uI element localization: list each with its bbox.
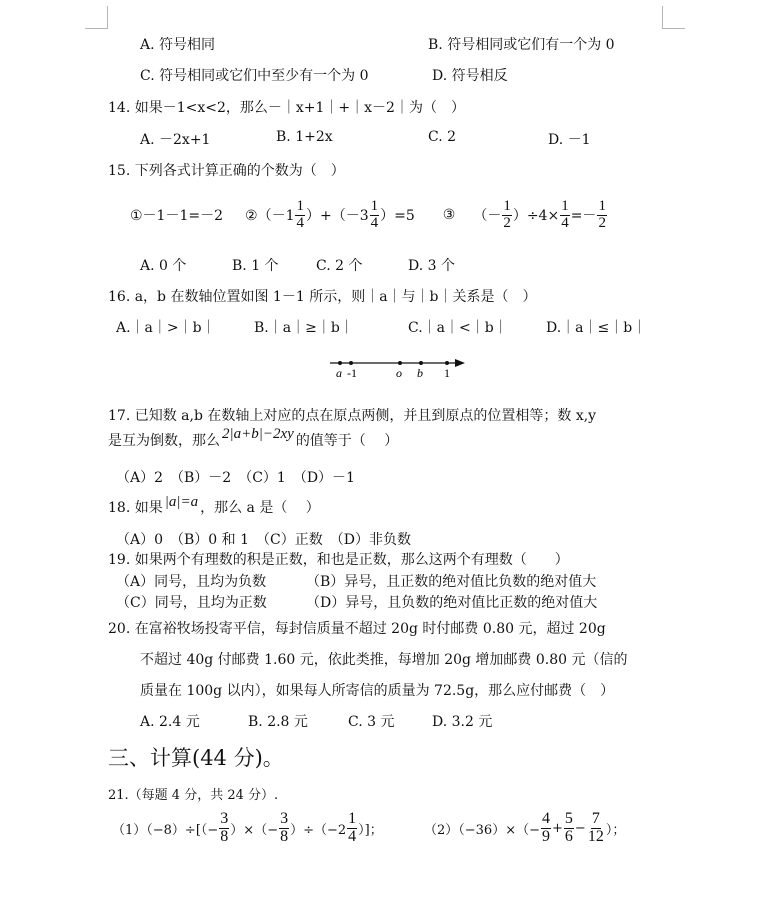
q15-option-b: B. 1 个 (232, 258, 279, 274)
q21-p2-frac-b: $\frac{5}{6}$ (564, 809, 573, 845)
q15-expr-3-pre: （－ (473, 208, 502, 224)
q21-p2-frac-a: $\frac{4}{9}$ (542, 809, 550, 845)
q18-expression: |a|=a (164, 493, 199, 510)
q16-option-a: A.｜a｜>｜b｜ (116, 320, 216, 336)
q14-option-b: B. 1+2x (276, 129, 333, 145)
q15-expr-3-frac-a: $\frac{1}{2}$ (503, 197, 511, 231)
q13-option-b: B. 符号相同或它们有一个为 0 (428, 37, 615, 53)
q15-option-d: D. 3 个 (408, 258, 455, 274)
q21-intro: 21.（每题 4 分，共 24 分）. (108, 788, 279, 803)
q15-expressions (130, 193, 608, 237)
q15-expr-2-frac-b: $\frac{1}{4}$ (370, 197, 379, 231)
q17-options: （A）2 （B）－2 （C）1 （D）－1 (116, 470, 355, 486)
q19-stem: 19. 如果两个有理数的积是正数，和也是正数，那么这两个有理数（ ） (108, 552, 569, 568)
q19-option-b: （B）异号，且正数的绝对值比负数的绝对值大 (306, 574, 597, 590)
q16-option-b: B.｜a｜≥｜b｜ (254, 320, 354, 336)
q15-expr-2-pre: ②（－1 (245, 208, 295, 224)
q15-expr-3-frac-c: $\frac{1}{2}$ (598, 197, 606, 231)
point-neg1 (349, 361, 353, 365)
q15-option-a: A. 0 个 (140, 258, 187, 274)
q21-p2-part-c: − (574, 820, 586, 836)
label-b: b (417, 366, 423, 380)
crop-mark-right (662, 6, 685, 29)
q20-option-d: D. 3.2 元 (432, 714, 493, 730)
q15-expr-2-post: ）=5 (380, 208, 415, 224)
q16-stem: 16. a，b 在数轴位置如图 1－1 所示，则｜a｜与｜b｜关系是（ ） (108, 289, 537, 305)
q15-expr-3-eq: =－ (570, 208, 597, 224)
q15-expr-3-frac-b: $\frac{1}{4}$ (561, 197, 569, 231)
q13-option-d: D. 符号相反 (432, 68, 508, 84)
point-origin (398, 361, 402, 365)
q21-p1-part-d: ）]； (358, 822, 383, 838)
q14-option-c: C. 2 (428, 129, 457, 145)
q21-p1-part-b: ）×（− (230, 822, 279, 838)
q13-option-a: A. 符号相同 (140, 37, 216, 53)
label-a: a (336, 366, 342, 380)
q15-stem: 15. 下列各式计算正确的个数为（ ） (108, 163, 345, 179)
q21-p2-part-a: （2）（−36）×（− (424, 822, 540, 838)
q15-expr-1: ①－1－1=－2 (130, 208, 224, 224)
q16-option-d: D.｜a｜≤｜b｜ (546, 320, 647, 336)
q17-line-2-post: 的值等于（ ） (295, 433, 399, 449)
point-a (338, 361, 342, 365)
q15-expr-3-mid: ）÷4× (512, 208, 560, 224)
q19-option-c: （C）同号，且均为正数 (116, 595, 267, 611)
q20-option-c: C. 3 元 (348, 714, 395, 730)
section-3-heading: 三、计算(44 分)。 (108, 746, 284, 770)
label-1: 1 (444, 366, 450, 380)
q21-problem-2 (424, 808, 625, 848)
q20-line-2: 不超过 40g 付邮费 1.60 元，依此类推，每增加 20g 增加邮费 0.80 元（信的 (140, 652, 628, 668)
q13-option-c: C. 符号相同或它们中至少有一个为 0 (140, 68, 369, 84)
q19-option-a: （A）同号，且均为负数 (116, 574, 267, 590)
q21-p2-part-d: ）； (605, 822, 626, 838)
q16-option-c: C.｜a｜<｜b｜ (408, 320, 508, 336)
number-line-arrow (455, 359, 465, 367)
q21-p1-part-a: （1）（−8）÷[（− (112, 822, 219, 838)
q21-p1-part-c: ）÷（−2 (290, 822, 347, 838)
crop-mark-left (85, 6, 108, 29)
q17-line-2-pre: 是互为倒数，那么 (108, 433, 220, 449)
q20-option-b: B. 2.8 元 (248, 714, 308, 730)
q18-stem (108, 493, 320, 517)
q17-line-1: 17. 已知数 a,b 在数轴上对应的点在原点两侧，并且到原点的位置相等；数 x,y (108, 408, 597, 424)
q15-option-c: C. 2 个 (316, 258, 363, 274)
q18-stem-post: ，那么 a 是（ ） (200, 500, 320, 516)
q14-option-a: A. －2x+1 (140, 132, 211, 148)
q21-problem-1 (112, 808, 383, 848)
point-b (419, 361, 423, 365)
label-o: o (396, 366, 402, 380)
q18-stem-pre: 18. 如果 (108, 500, 163, 516)
q19-option-d: （D）异号，且负数的绝对值比正数的绝对值大 (306, 595, 598, 611)
q20-line-3: 质量在 100g 以内），如果每人所寄信的质量为 72.5g，那么应付邮费（ ） (140, 683, 615, 699)
q21-p2-frac-c: $\frac{7}{12}$ (587, 809, 604, 845)
q14-option-d: D. －1 (548, 132, 591, 148)
q15-expr-3-num: ③ (442, 207, 456, 223)
q14-stem: 14. 如果－1<x<2，那么－｜x+1｜+｜x－2｜为（ ） (108, 100, 465, 116)
q21-p1-frac-c: $\frac{1}{4}$ (348, 809, 357, 845)
q17-line-2 (108, 425, 399, 450)
q15-expr-2-frac-a: $\frac{1}{4}$ (296, 197, 304, 231)
q15-expr-2-mid: ）+（－3 (305, 208, 369, 224)
point-1 (445, 361, 449, 365)
label-neg1: -1 (347, 366, 357, 380)
q21-p2-part-b: + (552, 820, 563, 836)
q20-option-a: A. 2.4 元 (140, 714, 200, 730)
q21-p1-frac-b: $\frac{3}{8}$ (280, 809, 289, 845)
q17-expression: 2|a+b|−2xy (222, 425, 294, 442)
q21-p1-frac-a: $\frac{3}{8}$ (220, 809, 229, 845)
number-line-figure (325, 352, 475, 384)
q20-line-1: 20. 在富裕牧场投寄平信，每封信质量不超过 20g 时付邮费 0.80 元，超过 20g (108, 621, 606, 637)
q18-options: （A）0 （B）0 和 1 （C）正数 （D）非负数 (116, 532, 411, 548)
